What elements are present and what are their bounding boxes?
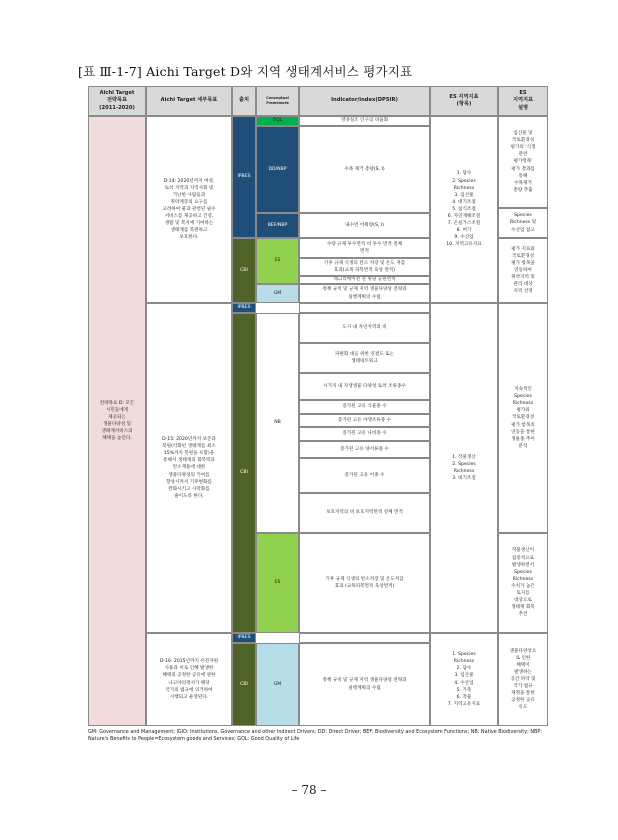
es-description: 임산물 및 국토환경성 평가의 '식생 관련 평가항목' 평가 결과를 통해 수목제거 총량 추출 [498, 116, 548, 208]
indicator-blank [299, 303, 430, 313]
table-footnote: GM: Governance and Management; IGID: Institutions, Governance and other Indirect Drivers; DD: Direct Driver; BEF: Biodiversity and Ecosystem Functions; NB: Native Biodiversity; NBP: Nature's Benefits to People=Ecosystem goods and Services; GQL: Good Quality of Life [88, 729, 542, 742]
es-items-group2: 1. 작물생산 2. Species Richness 3. 대기조절 [430, 303, 498, 633]
es-description: 생물다양성으 로 인한 혜택이 발생하는 공간 파악 및 국가 법규 제정을 통한 공정한 공유 유도 [498, 633, 548, 726]
source-ipbes: IPBES [232, 633, 256, 643]
indicator-malnutrition: 영양실조 인구의 비율화 [299, 116, 430, 126]
source-cbi: CBI [232, 313, 256, 633]
header-aichi-goal: Aichi Target 전략목표 (2011-2020) [88, 86, 146, 116]
header-detail-target: Aichi Target 세부목표 [146, 86, 232, 116]
source-ipbes: IPBES [232, 303, 256, 313]
indicator-water-regulation: 수량 규제 투수면적 비 투수 면적 전체 면적 [299, 238, 430, 258]
source-ipbes: IPBES [232, 116, 256, 238]
indicator-native-plants: 증가된 고유 식물종 수 [299, 400, 430, 414]
es-description: Species Richness 및 수산업 참고 [498, 208, 548, 238]
es-description: 작물생산이 집중적으로 발생하면서 Species Richness 수치가 높은 토지를 대상으로 생태계 회복 추진 [498, 533, 548, 633]
indicator-butterflies: 증가된 고유 나비종 수 [299, 427, 430, 441]
indicator-connectivity: 파편화 대응 위한 연결도 또는 생태네트워크 [299, 343, 430, 373]
indicator-policy-strategy-2: 정책 규칙 및 규제 지역 생물다양성 전략과 실행계획의 수립 [299, 643, 430, 726]
indicator-blank [299, 633, 430, 643]
framework-gql: GQL [256, 116, 299, 126]
es-items-group3: 1. Species Richness 2. 담수 3. 임산물 4. 수산업 5. 가축 6. 작물 7. 지역고유지표 [430, 633, 498, 726]
es-description: 지속적인 Species Richness 평가와 국토환경성 평가 항목의 연동을 통한 생물종 추이 분석 [498, 303, 548, 533]
indicator-native-birds: 시가지 내 자생생물 다양성 토착 조류종수 [299, 373, 430, 400]
indicator-policy-strategy: 정책 규칙 및 규제 지역 생물다양성 전략과 실행계획의 수립 [299, 284, 430, 303]
indicator-recreation-park: 레크리에이션 전 명당 공원면적 [299, 276, 430, 284]
indicator-inland-fishery: 내수면 어획량(S, I) [299, 213, 430, 238]
indicator-amphibians: 증가된 고유 양서류종 수 [299, 441, 430, 458]
framework-nb: NB [256, 313, 299, 533]
framework-es: ES [256, 238, 299, 284]
indicator-fish-species: 증가된 고유 어종 수 [299, 458, 430, 493]
indicator-wild-birds: 증가된 고유 야생조류종 수 [299, 414, 430, 427]
indicator-protected-area: 보호지역의 비 보호지역면적 전체 면적 [299, 493, 430, 533]
framework-dd-nbp: DD/NBP [256, 126, 299, 213]
indicator-climate-regulation: 기후 규제 식생의 탄소 저장 및 온도 저감 효과(교목 피복면적 육상 면적) [299, 258, 430, 276]
source-cbi: CBI [232, 238, 256, 303]
strategic-goal-d: 전략목표 D: 모든 시민들에게 제공되는 생물다양성 및 생태계서비스의 혜택을 높인다. [88, 116, 146, 726]
indicator-natural-area-ratio: 도시 내 자연지역의 비 [299, 313, 430, 343]
header-source: 출처 [232, 86, 256, 116]
header-framework: Conceptual Framework [256, 86, 299, 116]
page-number: – 78 – [291, 783, 327, 797]
target-d16: D-16: 2015년까지 유전자원 사용과 이로 인해 발생한 혜택의 공정한 공유에 관한 나고야의정서가 해당 국가의 법규에 의거하여 시행되고 운영된다. [146, 633, 232, 726]
header-es-description: ES 지역지표 설명 [498, 86, 548, 116]
source-cbi: CBI [232, 643, 256, 726]
indicator-tree-removal: 수목 제거 총량(S, I) [299, 126, 430, 213]
indicator-carbon-storage: 기후 규제 식생의 탄소저장 및 온도저감 효과 (교목피복면적 육상면적) [299, 533, 430, 633]
target-d15: D-15: 2020년까지 보존과 복원(악화된 생태계를 최소 15%까지 복원을 포함)을 통해서 생태계의 회복력과 탄소재용에 대한 생물다양성의 기여를 향상시켜서 기후변화를 완화시키고 사막화를 줄이도록 한다. [146, 303, 232, 633]
framework-gm: GM [256, 643, 299, 726]
framework-es: ES [256, 533, 299, 633]
header-indicator: Indicator/index(DPSIR) [299, 86, 430, 116]
target-d14: D-14: 2020년까지 여성, 토착 지역과 지역사회 및 가난한 사람들과 취약계층의 요구를 고려하여 물과 관련된 필수 서비스를 제공하고 건강, 생활 및 복지에 기여하는 생태계를 복원하고 보호한다. [146, 116, 232, 303]
es-items-group1: 1. 담수 2. Species Richness 3. 임산물 4. 대기조절 5. 침식조절 6. 자연재해조절 7. 온실가스조절 8. 여가 9. 수산업 10. 지역고유지표 [430, 116, 498, 303]
header-es-indicator: ES 지역지표 (항목) [430, 86, 498, 116]
framework-gm: GM [256, 284, 299, 303]
es-description: 평가 지표와 국토환경성 평가 항목을 연동하여 취약지역 및 관리 대상 지역 선정 [498, 238, 548, 303]
framework-bef-nbp: BEF/NBP [256, 213, 299, 238]
table-title: [표 Ⅲ-1-7] Aichi Target D와 지역 생태계서비스 평가지표 [78, 64, 413, 79]
